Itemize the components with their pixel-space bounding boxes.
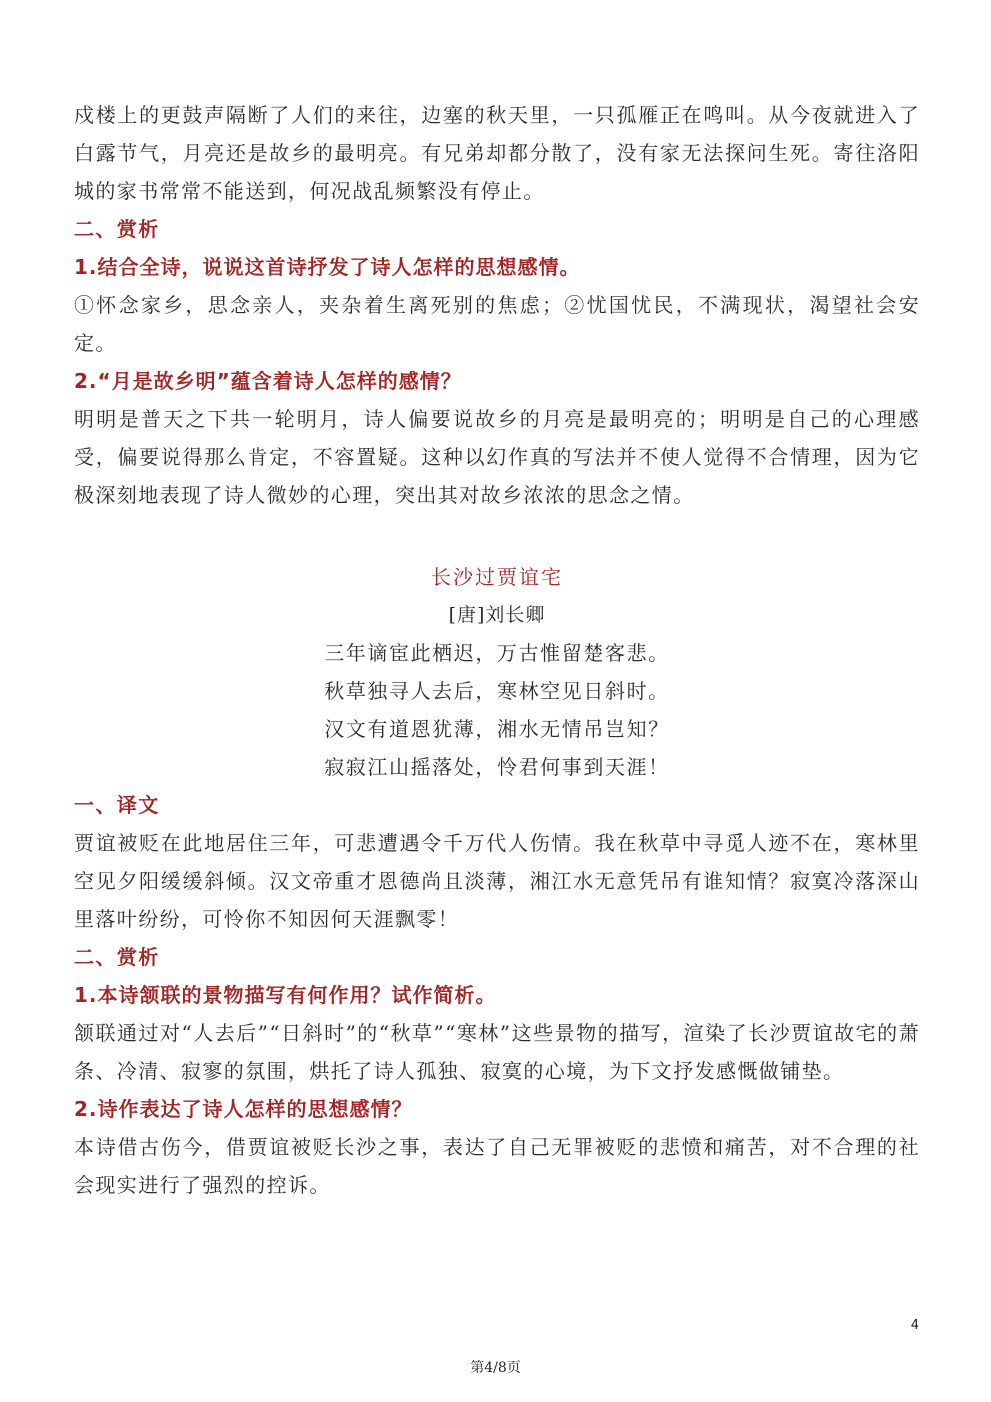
poem-author: [唐]刘长卿 [448, 604, 546, 626]
poem-translation: 贾谊被贬在此地居住三年，可悲遭遇令千万代人伤情。我在秋草中寻觅人迹不在，寒林里空见夕阳缓缓斜倾。汉文帝重才恩德尚且淡薄，湘江水无意凭吊有谁知情？寂寞冷落深山里落叶纷纷，可怜你不知因何天涯飘零！ [74, 831, 920, 931]
answer-2-1: 颔联通过对“人去后”“日斜时”的“秋草”“寒林”这些景物的描写，渲染了长沙贾谊故宅的萧条、冷清、寂寥的氛围，烘托了诗人孤独、寂寞的心境，为下文抒发感慨做铺垫。 [74, 1021, 920, 1083]
appreciation-heading-1: 二、赏析 [74, 217, 160, 241]
poem-line: 寂寂江山摇落处，怜君何事到天涯！ [324, 755, 670, 779]
answer-1-2: 明明是普天之下共一轮明月，诗人偏要说故乡的月亮是最明亮的；明明是自己的心理感受，偏要说得那么肯定，不容置疑。这种以幻作真的写法并不使人觉得不合情理，因为它极深刻地表现了诗人微妙的心理，突出其对故乡浓浓的思念之情。 [74, 407, 920, 507]
question-2-1: 1.本诗颔联的景物描写有何作用？试作简析。 [74, 983, 497, 1007]
question-1-2: 2.“月是故乡明”蕴含着诗人怎样的感情？ [74, 369, 462, 393]
poem-line: 三年谪宦此栖迟，万古惟留楚客悲。 [324, 641, 670, 665]
poem-block [74, 558, 920, 786]
poem-title: 长沙过贾谊宅 [431, 565, 563, 589]
previous-poem-translation: 戍楼上的更鼓声隔断了人们的来往，边塞的秋天里，一只孤雁正在鸣叫。从今夜就进入了白露节气，月亮还是故乡的最明亮。有兄弟却都分散了，没有家无法探问生死。寄往洛阳城的家书常常不能送到，何况战乱频繁没有停止。 [74, 103, 920, 203]
answer-2-2: 本诗借古伤今，借贾谊被贬长沙之事，表达了自己无罪被贬的悲愤和痛苦，对不合理的社会现实进行了强烈的控诉。 [74, 1135, 920, 1197]
page-number: 4 [910, 1318, 919, 1333]
poem-line: 汉文有道恩犹薄，湘水无情吊岂知？ [324, 717, 670, 741]
poem-line: 秋草独寻人去后，寒林空见日斜时。 [324, 679, 670, 703]
answer-1-1: ①怀念家乡，思念亲人，夹杂着生离死别的焦虑；②忧国忧民，不满现状，渴望社会安定。 [74, 293, 920, 355]
page-content [74, 96, 920, 1204]
question-1-1: 1.结合全诗，说说这首诗抒发了诗人怎样的思想感情。 [74, 255, 581, 279]
translation-heading: 一、译文 [74, 793, 160, 817]
appreciation-heading-2: 二、赏析 [74, 945, 160, 969]
question-2-2: 2.诗作表达了诗人怎样的思想感情？ [74, 1097, 413, 1121]
page-indicator: 第4/8页 [470, 1360, 521, 1376]
